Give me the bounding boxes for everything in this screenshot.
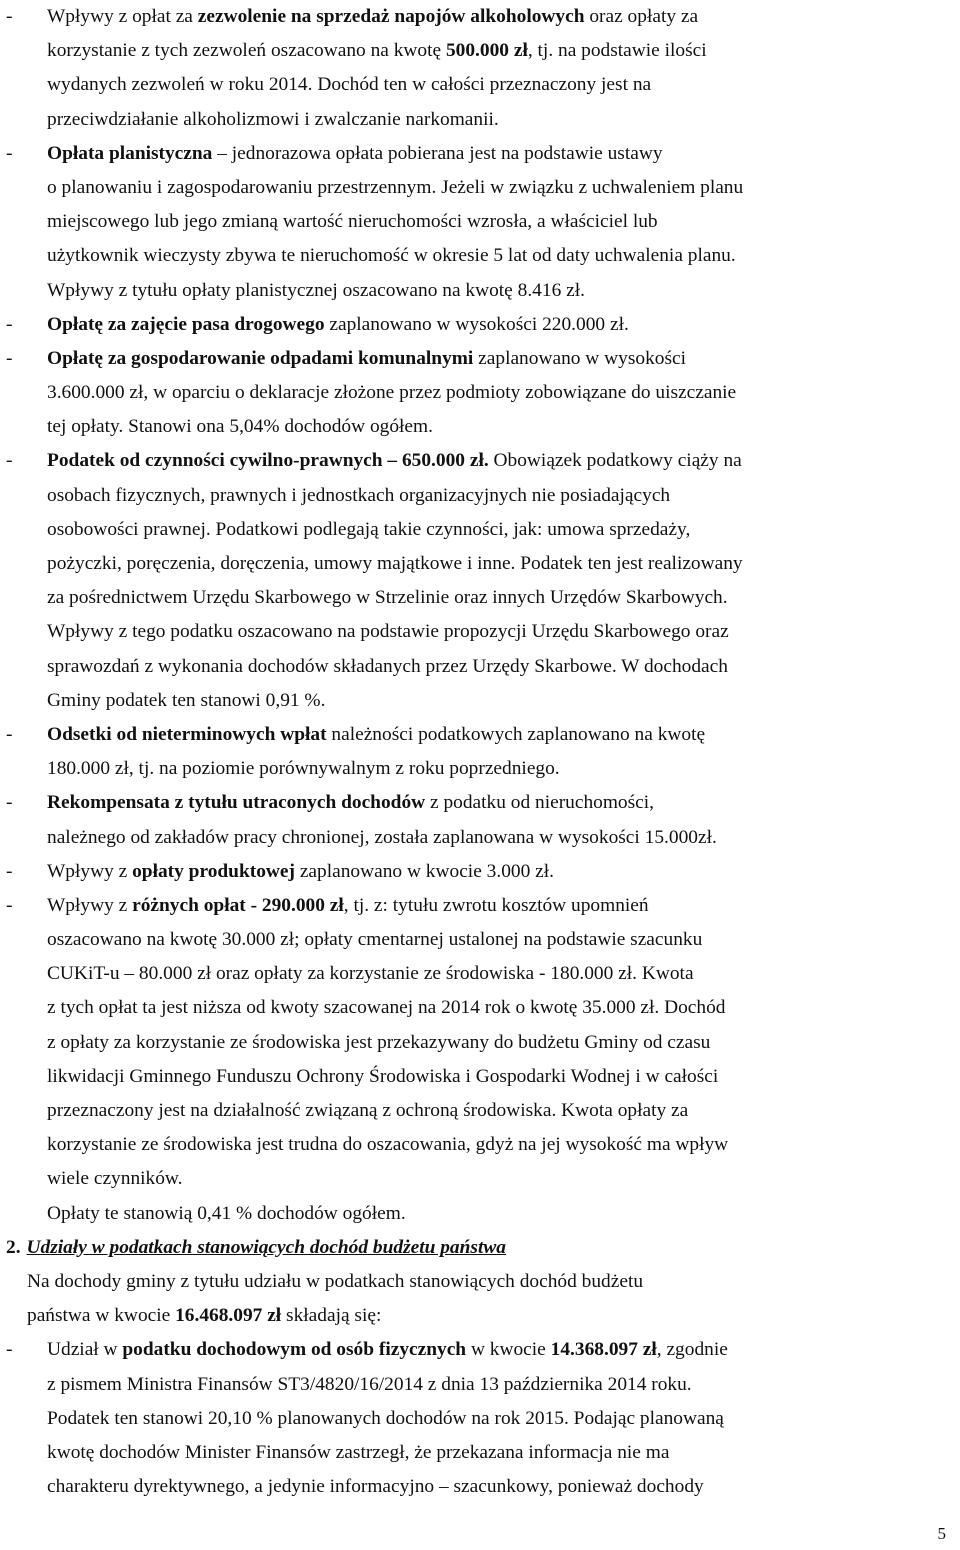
- bold-text: opłaty produktowej: [132, 860, 295, 882]
- text-run: w kwocie: [466, 1339, 551, 1361]
- list-item: [0, 137, 960, 308]
- text-run: należności podatkowych zaplanowano na kwotę: [326, 723, 706, 745]
- text-line: [47, 786, 942, 820]
- text-run: , tj. z: tytułu zwrotu kosztów upomnień: [343, 894, 649, 916]
- list-item: [0, 855, 960, 889]
- text-line: [27, 1299, 960, 1333]
- text-line: [47, 34, 942, 68]
- text-run: Obowiązek podatkowy ciąży na: [488, 450, 742, 472]
- text-line: [47, 650, 942, 684]
- text-line: [47, 581, 942, 615]
- text-run: Wpływy z: [47, 860, 133, 882]
- page-number: 5: [937, 1524, 946, 1543]
- bullet-dash: -: [6, 1339, 13, 1361]
- text-run: , tj. na podstawie ilości: [527, 40, 707, 62]
- text-run: Na dochody gminy z tytułu udziału w podatkach stanowiących dochód budżetu: [27, 1270, 644, 1292]
- section-number: 2.: [6, 1236, 21, 1258]
- bullet-dash: -: [6, 450, 13, 472]
- text-run: wydanych zezwoleń w roku 2014. Dochód ten w całości przeznaczony jest na: [47, 74, 652, 96]
- text-run: z opłaty za korzystanie ze środowiska jest przekazywany do budżetu Gminy od czasu: [47, 1031, 711, 1053]
- bold-text: podatku dochodowym od osób fizycznych: [122, 1339, 467, 1361]
- text-run: charakteru dyrektywnego, a jedynie informacyjno – szacunkowy, ponieważ dochody: [47, 1476, 704, 1498]
- section-2-intro: [0, 1265, 960, 1333]
- text-line: [47, 410, 942, 444]
- text-run: za pośrednictwem Urzędu Skarbowego w Strzelinie oraz innych Urzędów Skarbowych.: [47, 587, 728, 609]
- text-run: – jednorazowa opłata pobierana jest na podstawie ustawy: [212, 142, 663, 164]
- text-line: [47, 718, 942, 752]
- text-run: likwidacji Gminnego Funduszu Ochrony Środowiska i Gospodarki Wodnej i w całości: [47, 1065, 719, 1087]
- bullet-dash: -: [6, 6, 13, 27]
- section-2-heading: [0, 1231, 960, 1265]
- text-line: [47, 342, 942, 376]
- bold-text: różnych opłat - 290.000 zł: [132, 894, 344, 916]
- text-run: składają się:: [281, 1305, 382, 1327]
- text-run: Wpływy z tego podatku oszacowano na podstawie propozycji Urzędu Skarbowego oraz: [47, 621, 729, 643]
- bold-text: Odsetki od nieterminowych wpłat: [47, 723, 327, 745]
- text-run: CUKiT-u – 80.000 zł oraz opłaty za korzystanie ze środowiska - 180.000 zł. Kwota: [47, 963, 694, 985]
- text-line: [47, 376, 942, 410]
- bullet-dash: -: [6, 347, 13, 369]
- bullet-dash: -: [6, 723, 13, 745]
- text-line: [47, 1436, 942, 1470]
- text-line: [47, 1094, 942, 1128]
- text-run: zaplanowano w kwocie 3.000 zł.: [294, 860, 554, 882]
- text-line: [47, 889, 942, 923]
- text-run: 180.000 zł, tj. na poziomie porównywalnym z roku poprzedniego.: [47, 758, 560, 780]
- bullet-dash: -: [6, 792, 13, 814]
- text-run: Wpływy z opłat za: [47, 6, 198, 27]
- bold-text: Opłata planistyczna: [47, 142, 213, 164]
- text-run: z pismem Ministra Finansów ST3/4820/16/2014 z dnia 13 października 2014 roku.: [47, 1373, 692, 1395]
- text-line: [47, 171, 942, 205]
- text-run: Opłaty te stanowią 0,41 % dochodów ogółem.: [47, 1202, 406, 1224]
- text-line: [47, 205, 942, 239]
- text-line: [47, 615, 942, 649]
- text-line: [47, 479, 942, 513]
- text-run: miejscowego lub jego zmianą wartość nieruchomości wzrosła, a właściciel lub: [47, 211, 658, 233]
- text-line: [47, 1402, 942, 1436]
- text-line: [47, 957, 942, 991]
- text-line: [47, 821, 942, 855]
- text-run: sprawozdań z wykonania dochodów składanych przez Urzędy Skarbowe. W dochodach: [47, 655, 728, 677]
- bold-text: zezwolenie na sprzedaż napojów alkoholowych: [197, 6, 585, 27]
- text-run: 3.600.000 zł, w oparciu o deklaracje złożone przez podmioty zobowiązane do uiszczanie: [47, 382, 737, 404]
- text-run: , zgodnie: [656, 1339, 728, 1361]
- list-item: [0, 786, 960, 854]
- text-run: pożyczki, poręczenia, doręczenia, umowy majątkowe i inne. Podatek ten jest realizowany: [47, 553, 743, 574]
- text-run: zaplanowano w wysokości: [473, 347, 687, 369]
- bold-text: 16.468.097 zł: [175, 1305, 282, 1327]
- bold-text: Rekompensata z tytułu utraconych dochodów: [47, 792, 426, 814]
- text-run: Gminy podatek ten stanowi 0,91 %.: [47, 689, 326, 711]
- text-run: tej opłaty. Stanowi ona 5,04% dochodów ogółem.: [47, 416, 433, 438]
- text-line: [47, 274, 942, 308]
- text-line: [47, 547, 942, 581]
- text-line: [47, 1026, 942, 1060]
- text-run: przeciwdziałanie alkoholizmowi i zwalczanie narkomanii.: [47, 108, 499, 130]
- text-line: [47, 103, 942, 137]
- text-run: kwotę dochodów Minister Finansów zastrzegł, że przekazana informacja nie ma: [47, 1441, 670, 1463]
- list-item: [0, 718, 960, 786]
- text-run: o planowaniu i zagospodarowaniu przestrzennym. Jeżeli w związku z uchwaleniem planu: [47, 176, 744, 198]
- bold-text: Podatek od czynności cywilno-prawnych – 650.000 zł.: [47, 450, 489, 472]
- text-line: [47, 1162, 942, 1196]
- text-run: Udział w: [47, 1339, 123, 1361]
- list-item: [0, 308, 960, 342]
- text-line: [47, 1470, 942, 1504]
- text-line: [47, 1060, 942, 1094]
- bullet-dash: -: [6, 313, 13, 335]
- text-line: [47, 1368, 942, 1402]
- text-run: należnego od zakładów pracy chronionej, została zaplanowana w wysokości 15.000zł.: [47, 826, 717, 848]
- bold-text: 500.000 zł: [445, 40, 528, 62]
- text-run: użytkownik wieczysty zbywa te nieruchomość w okresie 5 lat od daty uchwalenia planu.: [47, 245, 736, 267]
- text-line: [47, 752, 942, 786]
- text-line: [47, 855, 942, 889]
- section-title: Udziały w podatkach stanowiących dochód budżetu państwa: [26, 1236, 506, 1258]
- list-item: [0, 889, 960, 1231]
- text-line: [47, 923, 942, 957]
- text-line: [47, 239, 942, 273]
- text-line: [47, 1197, 942, 1231]
- text-line: [47, 444, 942, 478]
- text-run: wiele czynników.: [47, 1168, 183, 1190]
- text-run: korzystanie ze środowiska jest trudna do oszacowania, gdyż na jej wysokość ma wpływ: [47, 1134, 729, 1156]
- list-item: [0, 0, 960, 137]
- text-run: Wpływy z tytułu opłaty planistycznej oszacowano na kwotę 8.416 zł.: [47, 279, 585, 301]
- text-run: z tych opłat ta jest niższa od kwoty szacowanej na 2014 rok o kwotę 35.000 zł. Dochód: [47, 997, 726, 1019]
- text-run: państwa w kwocie: [27, 1305, 176, 1327]
- text-line: [47, 1333, 942, 1367]
- list-item: [0, 444, 960, 718]
- text-line: [47, 308, 942, 342]
- text-run: z podatku od nieruchomości,: [425, 792, 655, 814]
- list-item: [0, 1333, 960, 1504]
- text-line: [47, 1128, 942, 1162]
- bold-text: 14.368.097 zł: [550, 1339, 657, 1361]
- text-run: osobach fizycznych, prawnych i jednostkach organizacyjnych nie posiadających: [47, 484, 671, 506]
- text-run: Wpływy z: [47, 894, 133, 916]
- text-line: [47, 68, 942, 102]
- text-run: zaplanowano w wysokości 220.000 zł.: [324, 313, 629, 335]
- text-run: oraz opłaty za: [584, 6, 699, 27]
- text-line: [47, 684, 942, 718]
- text-line: [27, 1265, 960, 1299]
- list-item: [0, 342, 960, 445]
- text-line: [47, 513, 942, 547]
- bold-text: Opłatę za gospodarowanie odpadami komunalnymi: [47, 347, 474, 369]
- bullet-dash: -: [6, 860, 13, 882]
- text-run: osobowości prawnej. Podatkowi podlegają takie czynności, jak: umowa sprzedaży,: [47, 518, 691, 540]
- text-line: [47, 137, 942, 171]
- text-run: przeznaczony jest na działalność związaną z ochroną środowiska. Kwota opłaty za: [47, 1100, 689, 1121]
- text-run: korzystanie z tych zezwoleń oszacowano na kwotę: [47, 40, 446, 62]
- bold-text: Opłatę za zajęcie pasa drogowego: [47, 313, 325, 335]
- text-run: oszacowano na kwotę 30.000 zł; opłaty cmentarnej ustalonej na podstawie szacunku: [47, 929, 703, 951]
- text-line: [47, 991, 942, 1025]
- bullet-dash: -: [6, 894, 13, 916]
- text-run: Podatek ten stanowi 20,10 % planowanych dochodów na rok 2015. Podając planowaną: [47, 1407, 724, 1429]
- text-line: [47, 0, 942, 34]
- section-2-items-list: [0, 1333, 960, 1504]
- bullet-dash: -: [6, 142, 13, 164]
